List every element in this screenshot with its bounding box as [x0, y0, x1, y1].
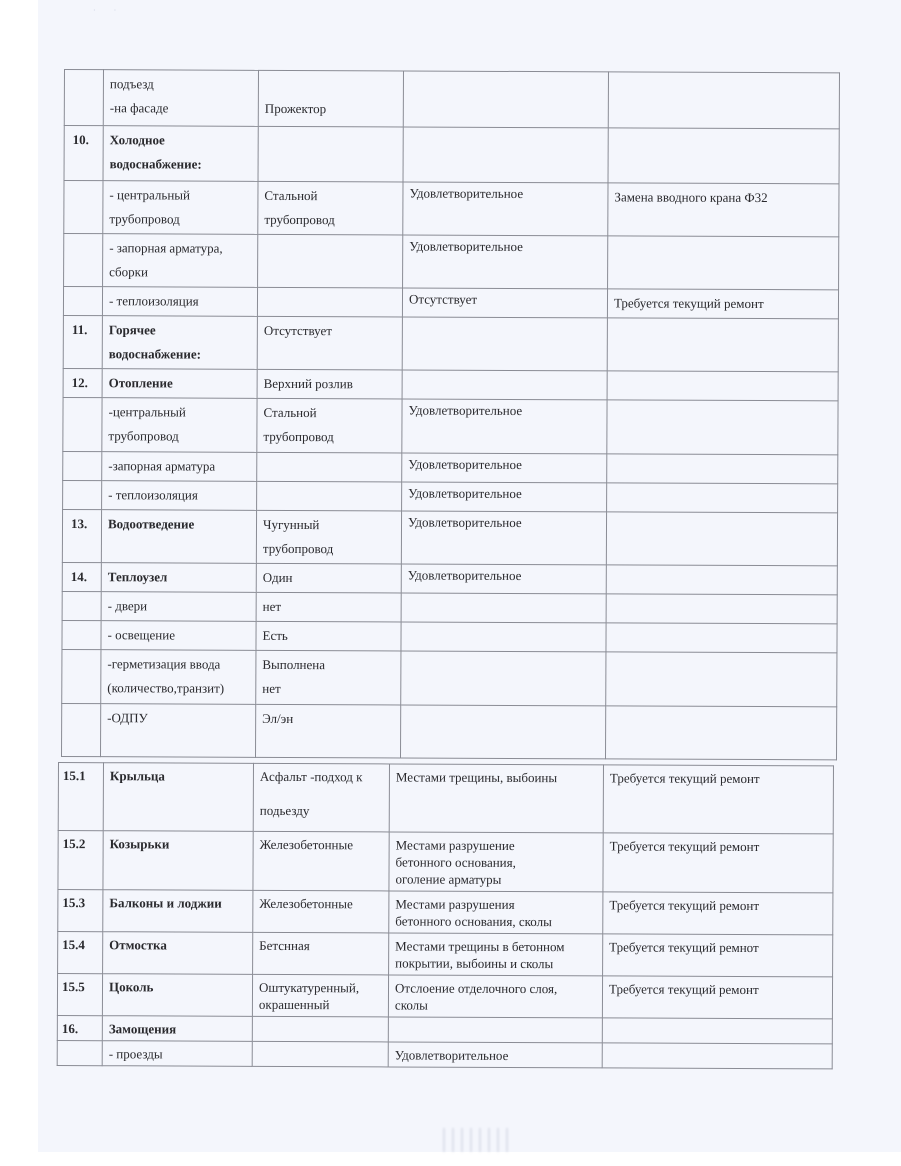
table-body: [57, 763, 833, 1069]
row-number: [64, 70, 103, 126]
cell-text: -ОДПУ: [107, 710, 148, 726]
row-number: 14.: [62, 562, 101, 591]
cell-text: [410, 74, 602, 92]
recommendation-cell: [608, 72, 839, 129]
recommendation-cell: [602, 1043, 832, 1069]
material-cell: [258, 70, 403, 127]
scan-artifact: [443, 1128, 513, 1152]
material-cell: [252, 974, 388, 1017]
material-cell: [256, 510, 401, 564]
cell-text: [259, 1021, 382, 1039]
table-row: [58, 831, 833, 893]
row-number: 12.: [63, 368, 102, 397]
row-number: [63, 287, 102, 316]
element-name: [100, 704, 255, 758]
recommendation-cell: [608, 128, 839, 184]
cell-text: Удовлетворительное: [408, 485, 522, 502]
row-number: [62, 649, 101, 703]
recommendation-cell: [607, 483, 838, 513]
table-row: [63, 451, 838, 483]
cell-text: Железобетонные: [259, 836, 354, 853]
element-name: [103, 763, 253, 832]
element-name: [102, 1041, 252, 1067]
cell-text: [612, 625, 830, 650]
cell-text: нет: [262, 680, 281, 696]
row-number: 15.2: [58, 831, 103, 890]
cell-text: - освещение: [107, 627, 176, 643]
cell-text: -герметизация ввода: [107, 656, 221, 672]
cell-text: Железобетонные: [259, 895, 353, 912]
recommendation-cell: [607, 289, 838, 319]
cell-text: [395, 1021, 596, 1039]
cell-text: [265, 73, 397, 98]
table-row: [64, 181, 839, 237]
recommendation-cell: [607, 371, 838, 401]
row-number: 13.: [62, 509, 101, 562]
cell-text: [410, 130, 602, 148]
cell-text: Требуется текущий ремонт: [609, 897, 760, 914]
recommendation-cell: [606, 512, 837, 566]
condition-cell: [403, 127, 608, 183]
table-row: [63, 368, 838, 400]
material-cell: [253, 932, 389, 975]
row-number: 15.3: [58, 890, 103, 932]
cell-text: [613, 402, 831, 427]
cell-text: [614, 320, 832, 345]
element-name: [103, 890, 253, 933]
cell-text: Местами трещины, выбоины: [395, 769, 558, 786]
material-cell: [258, 234, 403, 288]
material-cell: [257, 398, 402, 453]
cell-text: -запорная арматура: [108, 458, 216, 474]
element-name: [101, 510, 256, 564]
material-cell: [256, 650, 401, 705]
cell-text: трубопровод: [263, 428, 334, 445]
table-row: [63, 287, 838, 319]
recommendation-cell: [607, 400, 838, 455]
element-name: [103, 181, 258, 235]
cell-text: оголение арматуры: [395, 871, 502, 887]
cell-text: Требуется текущий ремонт: [609, 770, 760, 787]
condition-cell: [402, 453, 607, 483]
element-name: [101, 650, 256, 705]
cell-text: нет: [262, 598, 282, 614]
condition-cell: [400, 705, 605, 759]
material-cell: [256, 563, 401, 593]
cell-text: [613, 485, 831, 510]
cell-text: Асфальт -подход к: [259, 768, 363, 785]
cell-text: [613, 456, 831, 481]
cell-text: Удовлетворительное: [408, 456, 522, 473]
recommendation-cell: [607, 454, 838, 484]
element-name: [102, 481, 257, 511]
cell-text: трубопровод: [108, 428, 179, 444]
row-number: 10.: [64, 126, 103, 181]
element-name: [103, 932, 253, 975]
cell-text: окрашенный: [258, 996, 330, 1013]
cell-text: Отслоение отделочного слоя,: [394, 980, 558, 997]
material-cell: [253, 763, 389, 832]
cell-text: [613, 514, 831, 539]
cell-text: (количество,транзит): [107, 680, 225, 696]
cell-text: [613, 596, 831, 621]
cell-text: [615, 130, 833, 155]
cell-text: [265, 129, 397, 154]
material-cell: [253, 831, 389, 891]
element-name: [102, 369, 257, 399]
row-number: [62, 591, 101, 620]
cell-text: Отопление: [108, 375, 173, 391]
element-name: [102, 316, 257, 370]
cell-text: [609, 1047, 826, 1065]
scan-artifact: · ·: [93, 6, 125, 15]
table-row: [62, 620, 837, 652]
row-number: [63, 480, 102, 509]
inspection-table-lower: [57, 762, 834, 1069]
cell-text: Требуется текущий ремонт: [613, 295, 764, 312]
cell-text: бетонного основания, сколы: [395, 913, 552, 930]
cell-text: [259, 1046, 382, 1064]
condition-cell: [401, 593, 606, 623]
cell-text: Верхний розлив: [263, 375, 353, 392]
cell-text: Отсутствует: [408, 291, 478, 307]
cell-text: - запорная арматура,: [109, 240, 223, 256]
cell-text: [263, 484, 395, 509]
table-row: [63, 480, 838, 512]
cell-text: подьезду: [259, 802, 310, 819]
cell-text: [264, 237, 396, 262]
table-row: [64, 126, 839, 184]
cell-text: водоснабжение:: [108, 346, 201, 362]
cell-text: - центральный: [109, 187, 191, 203]
cell-text: -на фасаде: [109, 100, 169, 116]
row-number: [62, 703, 101, 756]
row-number: 11.: [63, 315, 102, 368]
cell-text: Требуется текущий ремонт: [608, 981, 759, 998]
table-row: [62, 562, 837, 594]
cell-text: [614, 238, 832, 263]
cell-text: Чугунный: [262, 516, 320, 533]
cell-text: [263, 455, 395, 480]
cell-text: [615, 74, 833, 99]
recommendation-cell: [603, 934, 833, 977]
cell-text: - теплоизоляция: [108, 487, 198, 503]
condition-cell: [389, 832, 603, 892]
table-row: [58, 763, 833, 834]
recommendation-cell: [608, 236, 839, 290]
cell-text: [107, 730, 249, 755]
condition-cell: [389, 891, 603, 934]
condition-cell: [388, 1017, 602, 1043]
cell-text: [264, 290, 396, 315]
cell-text: подъезд: [109, 76, 154, 92]
table-row: [64, 70, 839, 129]
condition-cell: [403, 182, 608, 236]
table-row: [62, 591, 837, 623]
cell-text: Балконы и лоджии: [109, 895, 222, 911]
condition-cell: [401, 511, 606, 565]
recommendation-cell: [606, 623, 837, 653]
table-body: [62, 70, 840, 760]
cell-text: Замена вводного крана Ф32: [614, 189, 768, 206]
cell-text: трубопровод: [262, 540, 334, 557]
recommendation-cell: [603, 765, 833, 834]
condition-cell: [402, 399, 607, 454]
material-cell: [253, 890, 389, 933]
cell-text: Горячее: [108, 322, 156, 338]
material-cell: [257, 452, 402, 482]
row-number: 15.1: [58, 763, 103, 831]
table-row: [63, 315, 838, 371]
cell-text: [612, 708, 830, 733]
condition-cell: [402, 288, 607, 318]
material-cell: [252, 1041, 388, 1067]
table-row: [64, 234, 839, 290]
cell-text: - двери: [107, 598, 148, 614]
element-name: [103, 70, 258, 127]
material-cell: [256, 592, 401, 622]
cell-text: трубопровод: [109, 211, 180, 227]
condition-cell: [402, 370, 607, 400]
recommendation-cell: [606, 565, 837, 595]
material-cell: [257, 316, 402, 370]
material-cell: [257, 287, 402, 317]
recommendation-cell: [608, 183, 839, 237]
recommendation-cell: [605, 706, 836, 760]
cell-text: водоснабжение:: [109, 156, 202, 172]
table-row: [58, 890, 833, 935]
cell-text: Удовлетворительное: [409, 185, 524, 202]
table-row: [62, 703, 837, 759]
cell-text: Удовлетворительное: [394, 1047, 509, 1063]
cell-text: Холодное: [109, 132, 165, 148]
element-name: [103, 234, 258, 288]
cell-text: сборки: [109, 264, 148, 280]
element-name: [102, 287, 257, 317]
cell-text: Местами трещины в бетонном: [395, 938, 565, 955]
cell-text: [409, 320, 601, 338]
element-name: [102, 1016, 252, 1042]
cell-text: Стальной: [263, 404, 317, 421]
cell-text: Водоотведение: [107, 516, 195, 532]
cell-text: [612, 654, 830, 679]
material-cell: [252, 1016, 388, 1042]
cell-text: Замощения: [108, 1021, 177, 1037]
cell-text: Есть: [262, 627, 288, 643]
recommendation-cell: [602, 976, 832, 1019]
material-cell: [257, 369, 402, 399]
recommendation-cell: [606, 652, 837, 707]
cell-text: сколы: [394, 997, 428, 1013]
condition-cell: [403, 71, 608, 128]
element-name: [101, 592, 256, 622]
recommendation-cell: [606, 594, 837, 624]
row-number: [63, 451, 102, 480]
cell-text: Удовлетворительное: [408, 402, 523, 419]
element-name: [102, 398, 257, 453]
cell-text: [613, 567, 831, 592]
condition-cell: [401, 651, 606, 706]
condition-cell: [388, 1042, 602, 1068]
element-name: [101, 563, 256, 593]
table-row: [62, 649, 837, 706]
condition-cell: [389, 933, 603, 976]
cell-text: Бетснная: [259, 937, 310, 954]
row-number: [57, 1040, 102, 1065]
cell-text: Оштукатуренный,: [258, 979, 360, 996]
cell-text: Удовлетворительное: [407, 514, 522, 531]
cell-text: Местами разрушение: [395, 837, 515, 853]
cell-text: [407, 654, 599, 672]
cell-text: - проезды: [108, 1046, 163, 1062]
cell-text: Теплоузел: [107, 569, 168, 585]
cell-text: Цоколь: [108, 979, 154, 995]
recommendation-cell: [607, 318, 838, 372]
recommendation-cell: [602, 1018, 832, 1044]
cell-text: Крыльца: [109, 768, 165, 784]
cell-text: - теплоизоляция: [108, 293, 199, 309]
cell-text: бетонного основания,: [395, 854, 516, 870]
cell-text: [409, 373, 601, 391]
cell-text: Удовлетворительное: [407, 567, 522, 584]
row-number: 16.: [57, 1015, 102, 1040]
condition-cell: [401, 564, 606, 594]
cell-text: Требуется текущий ремнот: [609, 939, 759, 956]
element-name: [103, 126, 258, 182]
cell-text: Отсутствует: [263, 322, 332, 339]
cell-text: Один: [262, 569, 293, 586]
row-number: [64, 234, 103, 287]
row-number: [63, 397, 102, 451]
cell-text: [260, 785, 383, 803]
material-cell: [256, 621, 401, 651]
cell-text: Выполнена: [262, 656, 326, 673]
condition-cell: [402, 482, 607, 512]
condition-cell: [403, 235, 608, 289]
cell-text: Отмостка: [109, 937, 167, 953]
cell-text: Стальной: [264, 187, 318, 204]
cell-text: Удовлетворительное: [409, 238, 523, 255]
table-row: [57, 1040, 832, 1068]
row-number: [64, 181, 103, 234]
material-cell: [257, 481, 402, 511]
cell-text: трубопровод: [264, 211, 335, 228]
row-number: 15.5: [57, 974, 102, 1016]
table-row: [58, 932, 833, 977]
cell-text: [408, 596, 600, 614]
cell-text: -центральный: [108, 404, 186, 420]
material-cell: [258, 126, 403, 182]
condition-cell: [388, 975, 602, 1018]
element-name: [101, 621, 256, 651]
material-cell: [258, 181, 403, 235]
material-cell: [255, 704, 400, 758]
table-row: [63, 397, 838, 454]
table-row: [57, 1015, 832, 1043]
element-name: [102, 974, 252, 1017]
condition-cell: [389, 764, 603, 833]
cell-text: Козырьки: [109, 836, 170, 852]
recommendation-cell: [603, 892, 833, 935]
cell-text: [408, 625, 600, 643]
cell-text: [614, 373, 832, 398]
row-number: [62, 620, 101, 649]
cell-text: Требуется текущий ремонт: [609, 838, 760, 855]
table-row: [57, 974, 832, 1019]
cell-text: Эл/эн: [262, 710, 294, 727]
table-row: [62, 509, 837, 565]
row-number: 15.4: [58, 932, 103, 974]
element-name: [103, 831, 253, 891]
inspection-table-upper: [61, 69, 840, 760]
cell-text: Прожектор: [264, 100, 327, 117]
condition-cell: [402, 317, 607, 371]
cell-text: [609, 1022, 826, 1040]
condition-cell: [401, 622, 606, 652]
element-name: [102, 452, 257, 482]
cell-text: [407, 708, 599, 726]
cell-text: Местами разрушения: [395, 896, 515, 912]
recommendation-cell: [603, 833, 833, 893]
cell-text: покрытии, выбоины и сколы: [395, 955, 554, 972]
